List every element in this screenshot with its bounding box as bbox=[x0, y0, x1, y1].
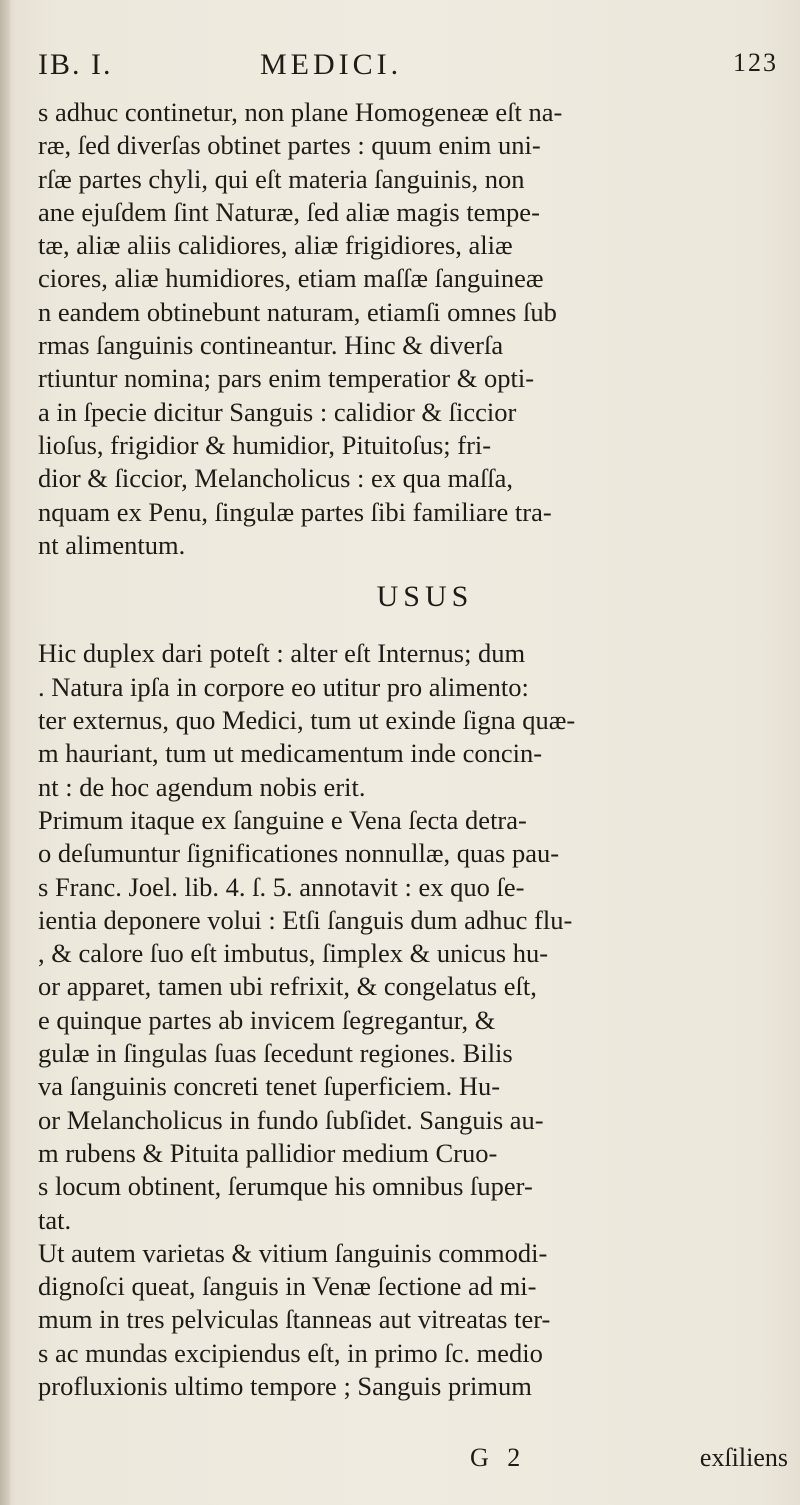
text-line: ciores, aliæ humidiores, etiam maſſæ ſanguineæ bbox=[38, 263, 544, 294]
text-line: or apparet, tamen ubi refrixit, & congelatus eſt, bbox=[38, 971, 537, 1002]
text-line: , & calore ſuo eſt imbutus, ſimplex & unicus hu- bbox=[38, 938, 549, 969]
text-line: o deſumuntur ſignificationes nonnullæ, quas pau- bbox=[38, 838, 560, 869]
page-number: 123 bbox=[733, 48, 778, 77]
text-line: . Natura ipſa in corpore eo utitur pro alimento: bbox=[38, 671, 529, 702]
text-line: ræ, ſed diverſas obtinet partes : quum enim uni- bbox=[38, 130, 541, 161]
text-line: mum in tres pelviculas ſtanneas aut vitreatas ter- bbox=[38, 1304, 551, 1335]
text-line: lioſus, frigidior & humidior, Pituitoſus; fri- bbox=[38, 429, 492, 460]
running-header bbox=[38, 48, 778, 88]
text-line: s Franc. Joel. lib. 4. ſ. 5. annotavit : ex quo ſe- bbox=[38, 871, 525, 902]
catchword: exſiliens bbox=[699, 1443, 788, 1472]
page-body bbox=[38, 96, 788, 1403]
text-line: rmas ſanguinis contineantur. Hinc & diverſa bbox=[38, 330, 504, 361]
text-line: Hic duplex dari poteſt : alter eſt Internus; dum bbox=[38, 638, 526, 669]
text-line: m rubens & Pituita pallidior medium Cruo- bbox=[38, 1137, 498, 1168]
text-line: nt alimentum. bbox=[38, 529, 186, 560]
text-line: profluxionis ultimo tempore ; Sanguis primum bbox=[38, 1370, 532, 1401]
text-line: a in ſpecie dicitur Sanguis : calidior & ſiccior bbox=[38, 396, 517, 427]
text-line: nt : de hoc agendum nobis erit. bbox=[38, 771, 366, 802]
text-line: ane ejuſdem ſint Naturæ, ſed aliæ magis tempe- bbox=[38, 196, 540, 227]
text-line: Ut autem varietas & vitium ſanguinis commodi- bbox=[38, 1237, 548, 1268]
text-line: gulæ in ſingulas ſuas ſecedunt regiones. Bilis bbox=[38, 1038, 513, 1069]
section-heading: USUS bbox=[376, 580, 474, 614]
text-line: m hauriant, tum ut medicamentum inde concin- bbox=[38, 738, 543, 769]
text-line: dior & ſiccior, Melancholicus : ex qua maſſa, bbox=[38, 463, 514, 494]
paragraph-1 bbox=[38, 96, 788, 562]
text-line: tat. bbox=[38, 1204, 72, 1235]
text-line: s ac mundas excipiendus eſt, in primo ſc. medio bbox=[38, 1337, 543, 1368]
text-line: e quinque partes ab invicem ſegregantur, & bbox=[38, 1004, 496, 1035]
header-book-label: IB. I. bbox=[38, 48, 113, 81]
text-line: rſæ partes chyli, qui eſt materia ſanguinis, non bbox=[38, 163, 525, 194]
text-line: dignoſci queat, ſanguis in Venæ ſectione ad mi- bbox=[38, 1271, 537, 1302]
text-line: ter externus, quo Medici, tum ut exinde ſigna quæ- bbox=[38, 705, 576, 736]
header-title: MEDICI. bbox=[260, 48, 403, 81]
text-line: ientia deponere volui : Etſi ſanguis dum adhuc flu- bbox=[38, 904, 573, 935]
text-line: rtiuntur nomina; pars enim temperatior & opti- bbox=[38, 363, 535, 394]
text-line: s adhuc continetur, non plane Homogeneæ eſt na- bbox=[38, 97, 563, 127]
text-line: or Melancholicus in fundo ſubſidet. Sanguis au- bbox=[38, 1104, 544, 1135]
text-line: s locum obtinent, ſerumque his omnibus ſuper- bbox=[38, 1171, 533, 1202]
signature-mark: G 2 bbox=[470, 1443, 527, 1472]
text-line: Primum itaque ex ſanguine e Vena ſecta detra- bbox=[38, 804, 527, 835]
paragraph-2 bbox=[38, 637, 788, 1403]
page-footer bbox=[38, 1443, 788, 1479]
text-line: nquam ex Penu, ſingulæ partes ſibi familiare tra- bbox=[38, 496, 552, 527]
text-line: tæ, aliæ aliis calidiores, aliæ frigidiores, aliæ bbox=[38, 230, 513, 261]
text-line: va ſanguinis concreti tenet ſuperficiem. Hu- bbox=[38, 1071, 501, 1102]
page-gutter bbox=[0, 0, 10, 1505]
text-line: n eandem obtinebunt naturam, etiamſi omnes ſub bbox=[38, 296, 557, 327]
